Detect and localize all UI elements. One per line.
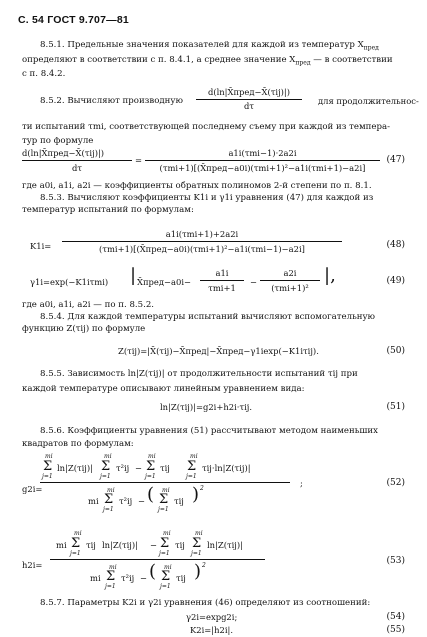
eq49-f2-num: a2i [283,268,297,278]
paren: ) [192,484,200,505]
p854-line2: функцию Z(τij) по формуле [22,324,146,334]
eq47-lhs-den: dτ [72,163,82,173]
term: τij [160,463,170,473]
term: τ²ij [116,463,130,473]
p853-line2: температур испытаний по формулам: [22,205,194,215]
lim: mi [163,530,171,537]
lim: mi [107,487,115,494]
sum-sign: Σ [146,459,156,474]
lim: j=1 [105,583,116,590]
term: τij [176,573,186,583]
op: − [140,573,148,583]
lim: j=1 [191,550,202,557]
eq55: K2i=|h2i|. [190,625,233,635]
op: − [150,540,158,550]
sum-sign: Σ [71,536,81,551]
lim: j=1 [160,583,171,590]
p852-line2: ти испытаний τmi, соответствующей последнему съему при каждой из темпера- [22,122,391,132]
lim: j=1 [158,506,169,513]
eq49-f1-den: τmi+1 [208,283,236,293]
eq49-f1-num: a1i [215,268,229,278]
lim: j=1 [186,473,197,480]
eq52-lhs: g2i= [22,484,43,494]
eq49-mid: X̄пред−a0i− [137,277,192,287]
p855-line1: 8.5.5. Зависимость ln|Z(τij)| от продолжительности испытаний τij при [40,369,358,379]
eq50-number: (50) [386,346,405,356]
sum-sign: Σ [43,459,53,474]
term: ln|Z(τij)| [57,463,93,473]
term: ln|Z(τij)| [102,540,138,550]
lim: j=1 [145,473,156,480]
lim: j=1 [70,550,81,557]
lim: mi [162,487,170,494]
eq49-f2-den: (τmi+1)² [271,283,309,293]
sum-sign: Σ [192,536,202,551]
p852-line3: тур по формуле [22,136,94,146]
lim: j=1 [42,473,53,480]
eq48-bar [62,241,342,242]
sup: 2 [202,562,206,569]
term: τij [174,496,184,506]
eq47-rhs-num: a1i(τmi−1)·2a2i [228,148,297,158]
sum-sign: Σ [160,536,170,551]
paren: ( [147,484,155,505]
lim: mi [74,530,82,537]
term: τ²ij [121,573,135,583]
p852-right: для продолжительнос- [318,96,419,106]
eq47-lhs-bar [22,160,132,161]
eq51-number: (51) [386,402,405,412]
eq49-f2-bar [260,280,320,281]
term: mi [88,496,99,506]
op: − [135,463,143,473]
term: ln|Z(τij)| [207,540,243,550]
paren: ) [194,561,202,582]
sum-sign: Σ [159,492,169,507]
term: mi [90,573,101,583]
lim: mi [195,530,203,537]
eq49-bar-right: |, [324,265,336,286]
p853-where: где a0i, a1i, a2i — по п. 8.5.2. [22,300,155,310]
p852-where: где a0i, a1i, a2i — коэффициенты обратных полиномов 2-й степени по п. 8.1. [22,181,372,191]
eq54-number: (54) [386,612,405,622]
eq50: Z(τij)=|X̄(τij)−X̄пред|−X̄пред−γ1iexp(−K1iτij). [118,346,319,356]
sum-sign: Σ [104,492,114,507]
eq48-number: (48) [386,240,405,250]
eq49-minus: − [250,277,258,287]
eq49-bar-left: | [130,265,137,286]
eq48-num: a1i(τmi+1)+2a2i [165,229,239,239]
op: − [138,496,146,506]
eq52-number: (52) [386,478,405,488]
lim: j=1 [100,473,111,480]
eq47-lhs-num: d(ln|X̄пред−X̄(τij)|) [22,148,105,158]
term: τij [86,540,96,550]
lim: j=1 [159,550,170,557]
p852-deriv-num: d(ln|X̄пред−X̄(τij)|) [207,87,291,97]
p851-line3: с п. 8.4.2. [22,69,66,79]
eq55-number: (55) [386,625,405,635]
p851-line1: 8.5.1. Предельные значения показателей для каждой из температур $X_{пред}$ [40,40,379,52]
sum-sign: Σ [106,569,116,584]
p854-line1: 8.5.4. Для каждой температуры испытаний вычисляют вспомогательную [40,312,376,322]
eq48-den: (τmi+1)[(X̄пред−a0i)(τmi+1)²−a1i(τmi−1)−a2i] [99,244,305,254]
p855-line2: каждой температуре описывают линейным уравнением вида: [22,384,305,394]
p852-deriv-den: dτ [244,101,254,111]
term: τij·ln|Z(τij)| [202,463,251,473]
p856-line2: квадратов по формулам: [22,439,134,449]
page-header: С. 54 ГОСТ 9.707—81 [18,14,129,26]
eq47-number: (47) [386,155,405,165]
eq47-rhs-bar [145,160,380,161]
lim: mi [148,453,156,460]
eq52-semicolon: ; [300,478,303,488]
p852-left: 8.5.2. Вычисляют производную [40,96,183,106]
sum-sign: Σ [101,459,111,474]
sup: 2 [200,485,204,492]
p856-line1: 8.5.6. Коэффициенты уравнения (51) рассчитывают методом наименьших [40,426,378,436]
paren: ( [149,561,157,582]
p851-line2: определяют в соответствии с п. 8.4.1, а среднее значение $X_{пред}$ — в соответствии [22,55,393,67]
p852-deriv-bar [196,99,302,100]
lim: mi [45,453,53,460]
sum-sign: Σ [187,459,197,474]
eq52-bar [40,482,290,483]
lim: mi [164,564,172,571]
eq51: ln|Z(τij)|=g2i+h2i·τij. [160,402,253,412]
sum-sign: Σ [161,569,171,584]
eq47-rhs-den: (τmi+1)[(X̄пред−a0i)(τmi+1)²−a1i(τmi+1)−a2i] [159,163,366,173]
eq54: γ2i=expg2i; [186,612,238,622]
term: τij [175,540,185,550]
term: τ²ij [119,496,133,506]
lim: j=1 [103,506,114,513]
eq53-number: (53) [386,556,405,566]
p853-line1: 8.5.3. Вычисляют коэффициенты K1i и γ1i уравнения (47) для каждой из [40,193,374,203]
eq53-lhs: h2i= [22,560,43,570]
eq47-eq: = [135,155,143,165]
eq49-number: (49) [386,276,405,286]
eq48-lhs: K1i= [30,241,52,251]
lim: mi [109,564,117,571]
eq49-f1-bar [200,280,244,281]
term: mi [56,540,67,550]
p857-line1: 8.5.7. Параметры K2i и γ2i уравнения (46) определяют из соотношений: [40,598,371,608]
lim: mi [104,453,112,460]
eq53-bar [50,559,265,560]
eq49-lhs: γ1i=exp(−K1iτmi) [30,277,109,287]
lim: mi [190,453,198,460]
